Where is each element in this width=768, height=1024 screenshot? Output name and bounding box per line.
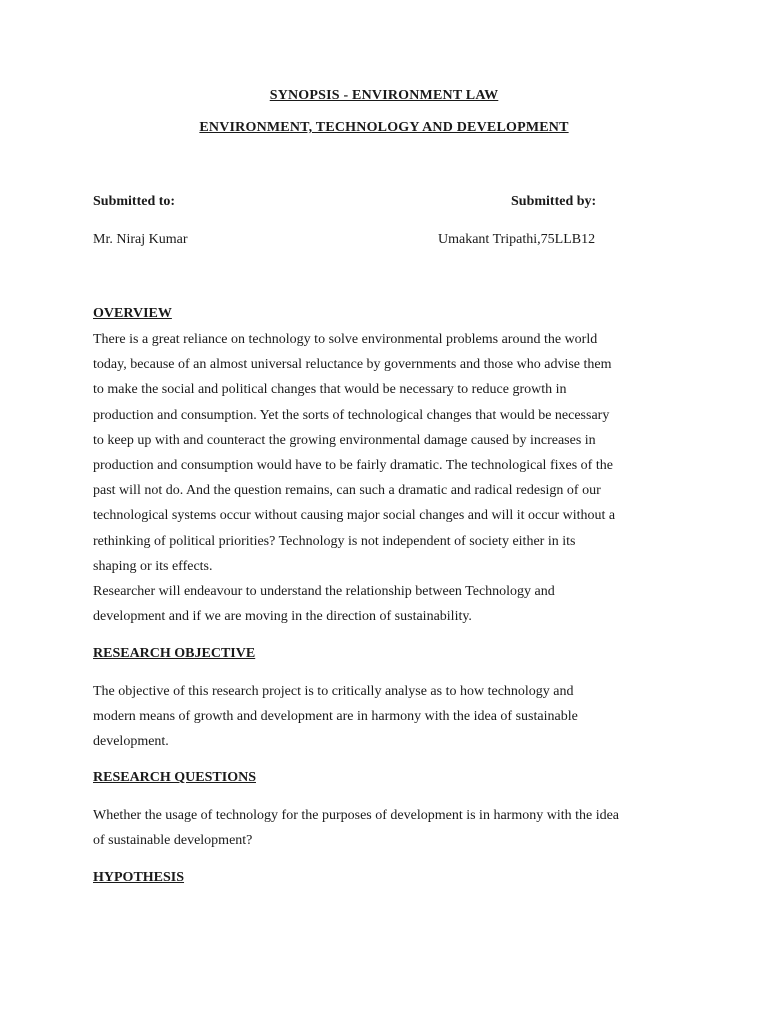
paragraph-line: technological systems occur without causing major social changes and will it occur without a: [93, 508, 616, 524]
overview-heading: OVERVIEW: [93, 306, 172, 321]
paragraph-line: modern means of growth and development are in harmony with the idea of sustainable: [93, 709, 578, 725]
paragraph-line: of sustainable development?: [93, 833, 253, 849]
research-objective-heading: RESEARCH OBJECTIVE: [93, 646, 256, 661]
overview-paragraph: [93, 327, 683, 629]
submitted-by-label: Submitted by:: [511, 194, 597, 209]
paragraph-line: past will not do. And the question remains, can such a dramatic and radical redesign of our: [93, 483, 601, 499]
submitted-by-name: Umakant Tripathi,75LLB12: [438, 232, 596, 247]
paragraph-line: rethinking of political priorities? Technology is not independent of society either in its: [93, 533, 576, 549]
paragraph-line: There is a great reliance on technology to solve environmental problems around the world: [93, 332, 598, 347]
submitted-to-label: Submitted to:: [93, 194, 176, 209]
hypothesis-heading: HYPOTHESIS: [93, 870, 185, 885]
paragraph-line: Researcher will endeavour to understand the relationship between Technology and: [93, 584, 555, 600]
paragraph-line: production and consumption would have to be fairly dramatic. The technological fixes of the: [93, 458, 613, 474]
paragraph-line: development.: [93, 734, 169, 750]
research-questions-paragraph: [93, 803, 683, 853]
paragraph-line: The objective of this research project is to critically analyse as to how technology and: [93, 684, 574, 699]
document-subtitle: ENVIRONMENT, TECHNOLOGY AND DEVELOPMENT: [199, 120, 569, 135]
submitted-to-name: Mr. Niraj Kumar: [93, 232, 188, 247]
paragraph-line: shaping or its effects.: [93, 558, 213, 574]
research-objective-paragraph: [93, 679, 683, 755]
paragraph-line: to keep up with and counteract the growing environmental damage caused by increases in: [93, 432, 596, 448]
paragraph-line: to make the social and political changes that would be necessary to reduce growth in: [93, 382, 567, 398]
paragraph-line: today, because of an almost universal reluctance by governments and those who advise them: [93, 357, 612, 373]
paragraph-line: production and consumption. Yet the sorts of technological changes that would be necessary: [93, 407, 610, 423]
document-title: SYNOPSIS - ENVIRONMENT LAW: [269, 88, 499, 103]
research-questions-heading: RESEARCH QUESTIONS: [93, 770, 256, 785]
paragraph-line: development and if we are moving in the direction of sustainability.: [93, 609, 472, 625]
paragraph-line: Whether the usage of technology for the purposes of development is in harmony with the idea: [93, 808, 620, 823]
